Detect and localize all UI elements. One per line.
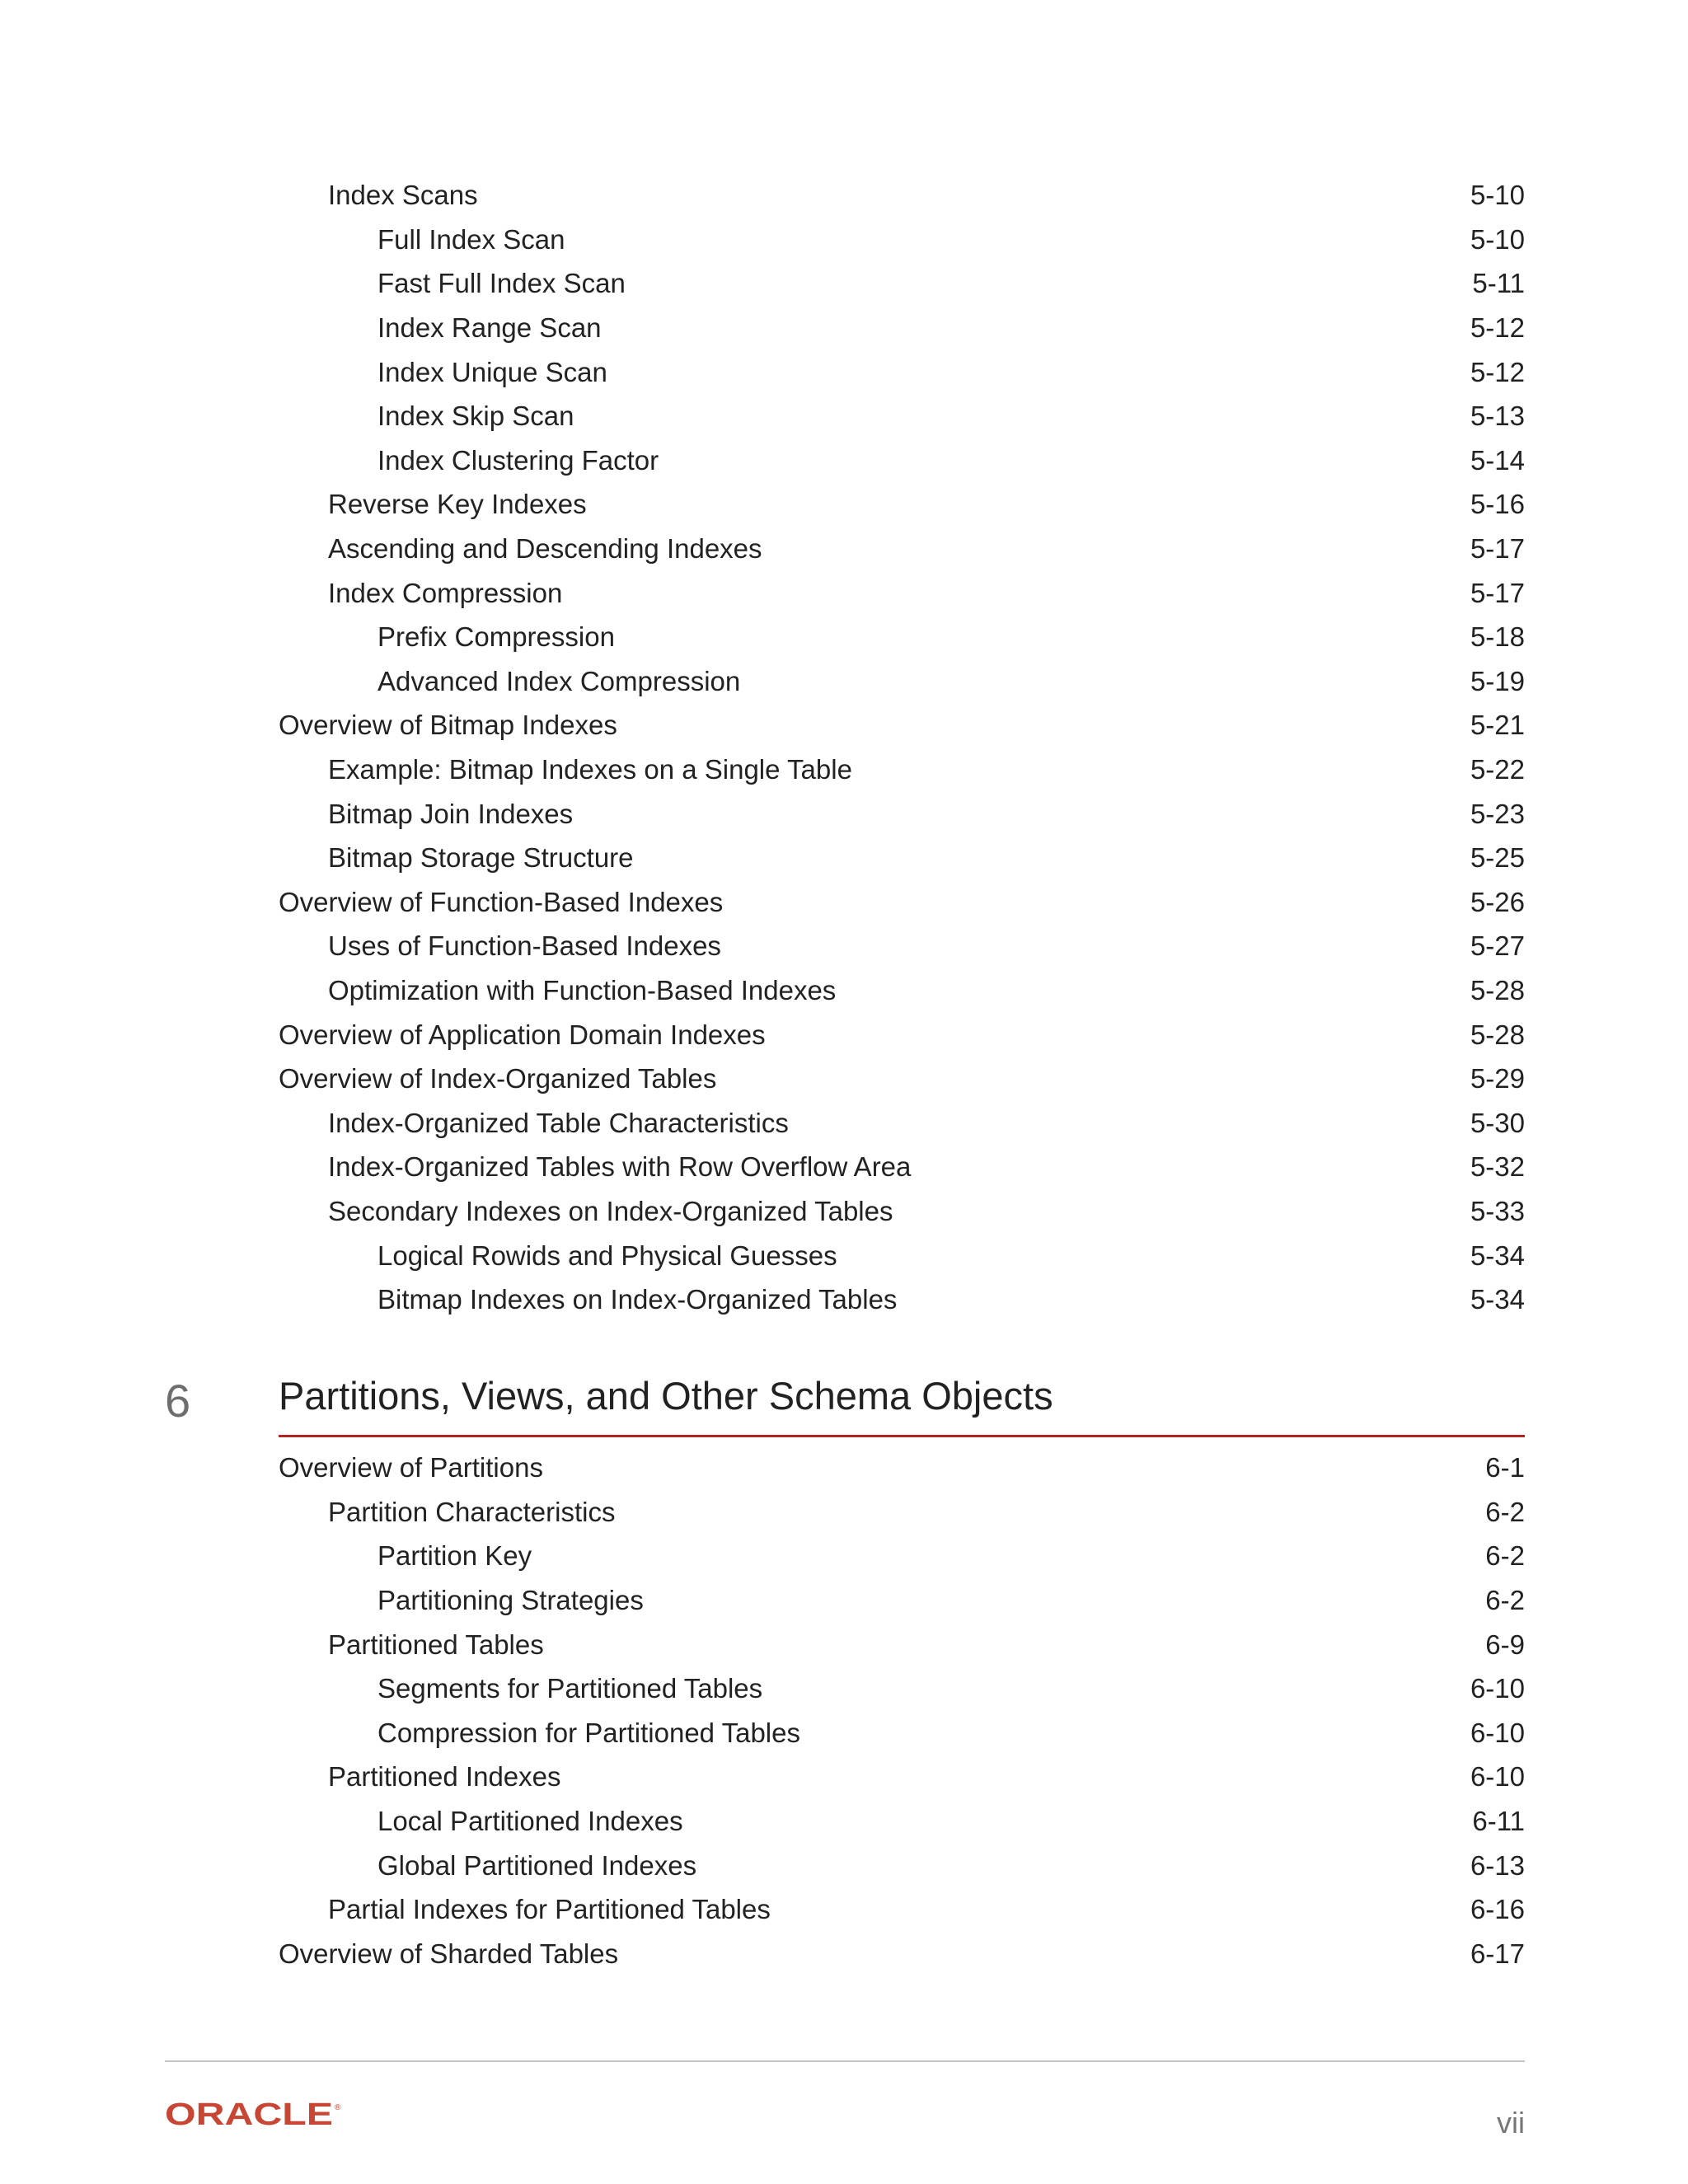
toc-entry[interactable] — [279, 791, 1525, 836]
toc-entry-title[interactable]: Fast Full Index Scan — [377, 268, 626, 299]
toc-entry-page[interactable]: 5-17 — [1470, 533, 1525, 565]
toc-entry-title[interactable]: Partition Key — [377, 1540, 532, 1572]
toc-entry-page[interactable]: 6-9 — [1485, 1629, 1525, 1660]
toc-entry-page[interactable]: 5-34 — [1470, 1284, 1525, 1315]
toc-entry-title[interactable]: Partition Characteristics — [328, 1496, 616, 1527]
toc-entry-page[interactable]: 5-27 — [1470, 930, 1525, 962]
toc-entry-page[interactable]: 5-17 — [1470, 577, 1525, 608]
toc-entry-title[interactable]: Partitioned Tables — [328, 1629, 544, 1660]
chapter-number: 6 — [165, 1375, 191, 1427]
toc-entry-page[interactable]: 5-23 — [1470, 798, 1525, 829]
toc-entry-title[interactable]: Uses of Function-Based Indexes — [328, 930, 721, 962]
toc-entry[interactable] — [279, 218, 1525, 262]
toc-entry-title[interactable]: Partitioned Indexes — [328, 1761, 561, 1793]
toc-entry[interactable] — [279, 703, 1525, 748]
toc-entry-title[interactable]: Overview of Function-Based Indexes — [279, 886, 724, 917]
toc-entry-page[interactable]: 5-12 — [1470, 356, 1525, 387]
chapter-divider — [279, 1435, 1525, 1437]
footer-divider — [165, 2060, 1525, 2062]
toc-entry-page[interactable]: 5-25 — [1470, 842, 1525, 874]
toc-entry[interactable] — [279, 836, 1525, 880]
toc-entry-title[interactable]: Local Partitioned Indexes — [377, 1806, 683, 1837]
toc-entry-title[interactable]: Index Range Scan — [377, 312, 602, 344]
oracle-logo — [165, 2100, 343, 2132]
toc-entry-page[interactable]: 5-10 — [1470, 223, 1525, 255]
toc-entry[interactable] — [279, 527, 1525, 571]
toc-entry[interactable] — [279, 1799, 1525, 1844]
toc-entry-title[interactable]: Overview of Sharded Tables — [279, 1938, 619, 1969]
toc-entry-page[interactable]: 5-10 — [1470, 180, 1525, 211]
toc-entry[interactable] — [279, 1145, 1525, 1189]
toc-entry-title[interactable]: Partitioning Strategies — [377, 1585, 644, 1616]
toc-entry[interactable] — [279, 570, 1525, 615]
toc-entry[interactable] — [279, 1887, 1525, 1932]
toc-entry[interactable] — [279, 438, 1525, 483]
toc-entry[interactable] — [279, 880, 1525, 925]
page-number: vii — [1497, 2106, 1525, 2139]
toc-entry-title[interactable]: Full Index Scan — [377, 223, 565, 255]
toc-entry-title[interactable]: Segments for Partitioned Tables — [377, 1673, 763, 1704]
toc-entry-title[interactable]: Index Skip Scan — [377, 401, 574, 432]
toc-entry[interactable] — [279, 1711, 1525, 1755]
toc-entry[interactable] — [279, 1666, 1525, 1711]
toc-entry-title[interactable]: Optimization with Function-Based Indexes — [328, 974, 837, 1005]
toc-entry-page[interactable]: 6-10 — [1470, 1761, 1525, 1793]
toc-entry-page[interactable]: 6-2 — [1485, 1540, 1525, 1572]
toc-entry-page[interactable]: 5-32 — [1470, 1151, 1525, 1183]
toc-entry[interactable] — [279, 1446, 1525, 1490]
toc-entry-page[interactable]: 5-18 — [1470, 621, 1525, 653]
toc-entry-page[interactable]: 6-13 — [1470, 1849, 1525, 1881]
oracle-logo-icon — [165, 2100, 343, 2128]
toc-entry-page[interactable]: 5-30 — [1470, 1107, 1525, 1138]
toc-entry[interactable] — [279, 261, 1525, 306]
toc-entry-title[interactable]: Index-Organized Tables with Row Overflow Area — [328, 1151, 912, 1183]
toc-entry-title[interactable]: Example: Bitmap Indexes on a Single Table — [328, 754, 852, 785]
toc-entry-title[interactable]: Compression for Partitioned Tables — [377, 1717, 800, 1748]
toc-entry[interactable] — [279, 482, 1525, 527]
toc-entry[interactable] — [279, 1277, 1525, 1322]
toc-entry-title[interactable]: Overview of Index-Organized Tables — [279, 1063, 717, 1094]
toc-entry-title[interactable]: Index-Organized Table Characteristics — [328, 1107, 789, 1138]
toc-entry-page[interactable]: 5-13 — [1470, 401, 1525, 432]
toc-entry[interactable] — [279, 349, 1525, 394]
toc-entry-page[interactable]: 5-33 — [1470, 1195, 1525, 1226]
toc-entry-page[interactable]: 5-28 — [1470, 1019, 1525, 1050]
toc-entry-page[interactable]: 6-16 — [1470, 1894, 1525, 1925]
toc-entry-page[interactable]: 5-12 — [1470, 312, 1525, 344]
toc-entry[interactable] — [279, 1189, 1525, 1234]
toc-entry-title[interactable]: Prefix Compression — [377, 621, 615, 653]
svg-text:®: ® — [335, 2103, 341, 2112]
toc-entry-page[interactable]: 5-16 — [1470, 489, 1525, 520]
toc-entry[interactable] — [279, 1100, 1525, 1145]
toc-entry[interactable] — [279, 1578, 1525, 1623]
toc-entry-title[interactable]: Partial Indexes for Partitioned Tables — [328, 1894, 771, 1925]
oracle-logo-text: ORACLE — [165, 2100, 333, 2128]
toc-entry-title[interactable]: Index Unique Scan — [377, 356, 607, 387]
toc-entry[interactable] — [279, 1534, 1525, 1578]
toc-entry-title[interactable]: Bitmap Storage Structure — [328, 842, 634, 874]
toc-entry-title[interactable]: Index Scans — [328, 180, 478, 211]
toc-entry-title[interactable]: Global Partitioned Indexes — [377, 1849, 697, 1881]
toc-entry[interactable] — [279, 659, 1525, 704]
toc-entry[interactable] — [279, 1490, 1525, 1535]
toc-entry[interactable] — [279, 1233, 1525, 1277]
toc-entry-title[interactable]: Logical Rowids and Physical Guesses — [377, 1240, 837, 1271]
toc-entry-page[interactable]: 5-19 — [1470, 665, 1525, 696]
toc-entry[interactable] — [279, 1932, 1525, 1976]
chapter-title[interactable]: Partitions, Views, and Other Schema Objects — [279, 1374, 1053, 1418]
toc-entry-title[interactable]: Index Compression — [328, 577, 563, 608]
chapter-toc-list — [279, 1446, 1525, 1975]
toc-entry-page[interactable]: 6-11 — [1472, 1806, 1525, 1837]
toc-entry[interactable] — [279, 615, 1525, 659]
toc-entry-page[interactable]: 5-28 — [1470, 974, 1525, 1005]
toc-entry-page[interactable]: 5-14 — [1470, 444, 1525, 476]
toc-entry-title[interactable]: Bitmap Indexes on Index-Organized Tables — [377, 1284, 898, 1315]
toc-entry-page[interactable]: 6-2 — [1485, 1496, 1525, 1527]
toc-entry[interactable] — [279, 1755, 1525, 1799]
toc-entry-page[interactable]: 6-2 — [1485, 1585, 1525, 1616]
toc-entry[interactable] — [279, 394, 1525, 438]
toc-entry-page[interactable]: 5-26 — [1470, 886, 1525, 917]
toc-entry[interactable] — [279, 968, 1525, 1013]
toc-entry-title[interactable]: Overview of Bitmap Indexes — [279, 710, 617, 741]
toc-entry-page[interactable]: 5-29 — [1470, 1063, 1525, 1094]
toc-entry[interactable] — [279, 1843, 1525, 1887]
toc-entry-page[interactable]: 6-10 — [1470, 1717, 1525, 1748]
toc-entry-title[interactable]: Secondary Indexes on Index-Organized Tables — [328, 1195, 893, 1226]
toc-entry-title[interactable]: Index Clustering Factor — [377, 444, 659, 476]
toc-entry-title[interactable]: Bitmap Join Indexes — [328, 798, 574, 829]
toc-entry[interactable] — [279, 306, 1525, 350]
toc-entry-page[interactable]: 5-34 — [1470, 1240, 1525, 1271]
toc-entry-title[interactable]: Reverse Key Indexes — [328, 489, 587, 520]
toc-continued-list — [279, 173, 1525, 1321]
toc-entry-page[interactable]: 6-17 — [1470, 1938, 1525, 1969]
toc-entry-title[interactable]: Ascending and Descending Indexes — [328, 533, 762, 565]
toc-entry-title[interactable]: Overview of Application Domain Indexes — [279, 1019, 766, 1050]
toc-entry-page[interactable]: 5-11 — [1472, 268, 1525, 299]
toc-entry[interactable] — [279, 173, 1525, 218]
toc-entry-page[interactable]: 5-22 — [1470, 754, 1525, 785]
toc-entry[interactable] — [279, 1012, 1525, 1057]
toc-entry-page[interactable]: 6-10 — [1470, 1673, 1525, 1704]
toc-entry[interactable] — [279, 748, 1525, 792]
toc-entry-title[interactable]: Advanced Index Compression — [377, 665, 741, 696]
toc-entry-page[interactable]: 6-1 — [1485, 1452, 1525, 1483]
toc-entry[interactable] — [279, 1622, 1525, 1666]
toc-entry[interactable] — [279, 924, 1525, 968]
toc-entry[interactable] — [279, 1057, 1525, 1101]
toc-entry-title[interactable]: Overview of Partitions — [279, 1452, 543, 1483]
toc-entry-page[interactable]: 5-21 — [1470, 710, 1525, 741]
